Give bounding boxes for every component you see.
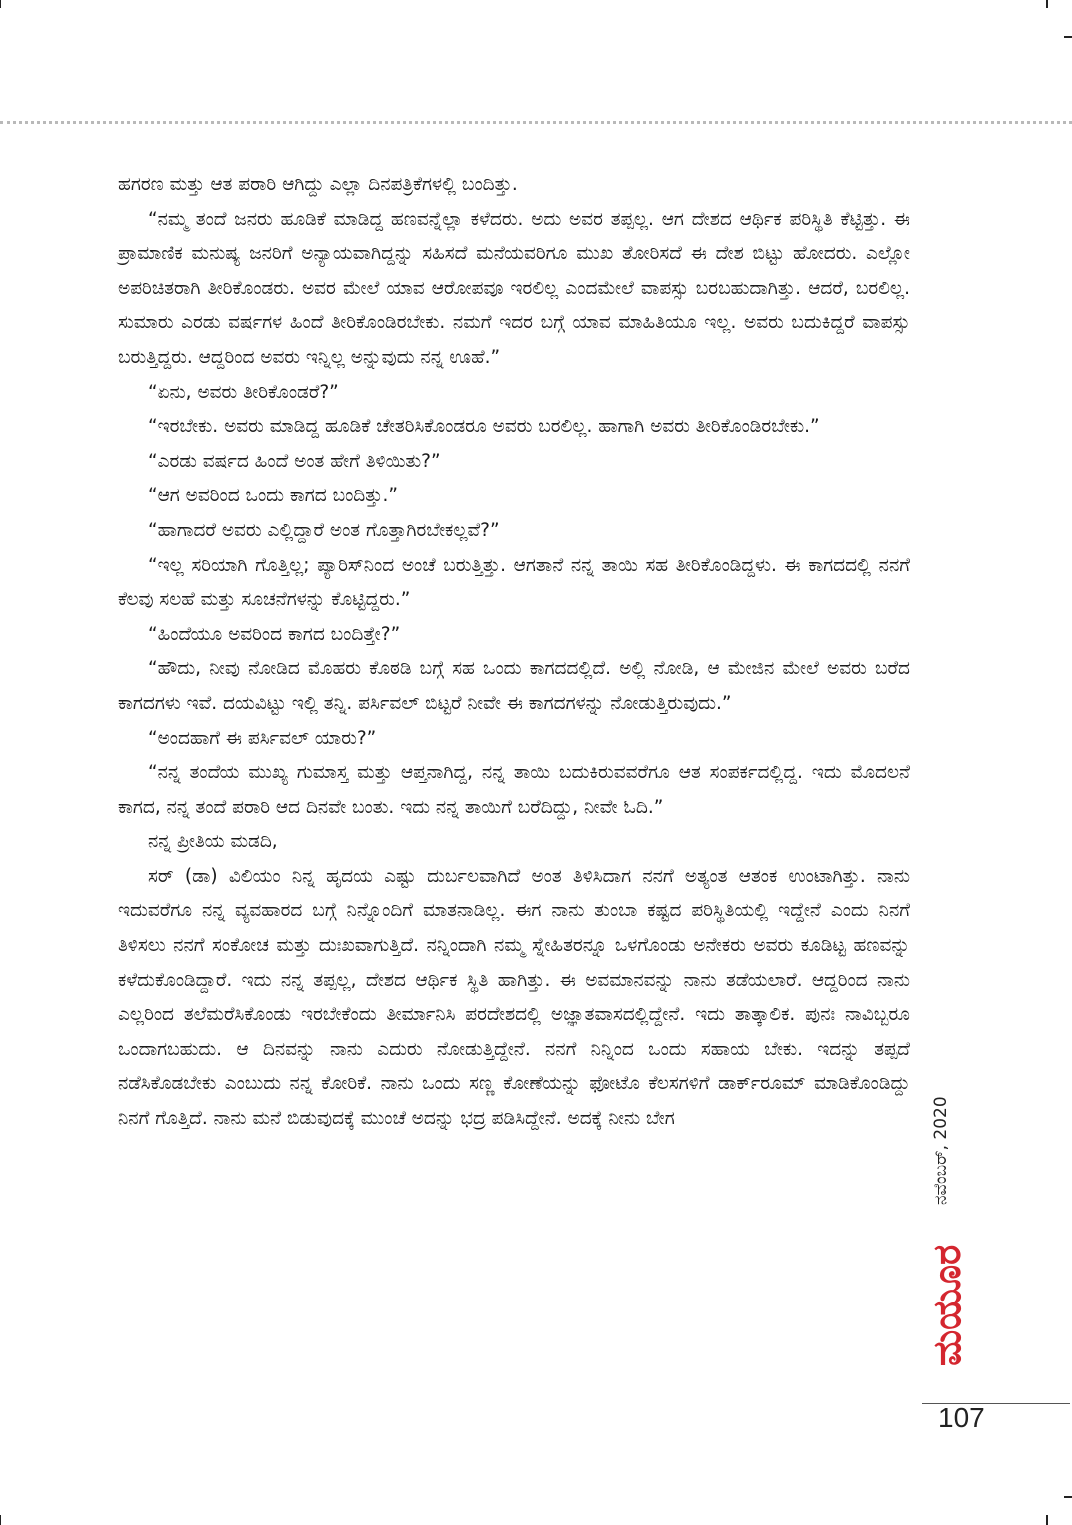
- header-dotted-rule: [0, 121, 1072, 124]
- paragraph: “ನಮ್ಮ ತಂದೆ ಜನರು ಹೂಡಿಕೆ ಮಾಡಿದ್ದ ಹಣವನ್ನೆಲ್ಲಾ ಕಳೆದರು. ಅದು ಅವರ ತಪ್ಪಲ್ಲ. ಆಗ ದೇಶದ ಆರ್ಥಿಕ ಪರಿಸ್ಥಿತಿ ಕೆಟ್ಟಿತ್ತು. ಈ ಪ್ರಾಮಾಣಿಕ ಮನುಷ್ಯ ಜನರಿಗೆ ಅನ್ಯಾಯವಾಗಿದ್ದನ್ನು ಸಹಿಸದೆ ಮನೆಯವರಿಗೂ ಮುಖ ತೋರಿಸದೆ ಈ ದೇಶ ಬಿಟ್ಟು ಹೋದರು. ಎಲ್ಲೋ ಅಪರಿಚಿತರಾಗಿ ತೀರಿಕೊಂಡರು. ಅವರ ಮೇಲೆ ಯಾವ ಆರೋಪವೂ ಇರಲಿಲ್ಲ ಎಂದಮೇಲೆ ವಾಪಸ್ಸು ಬರಬಹುದಾಗಿತ್ತು. ಆದರೆ, ಬರಲಿಲ್ಲ. ಸುಮಾರು ಎರಡು ವರ್ಷಗಳ ಹಿಂದೆ ತೀರಿಕೊಂಡಿರಬೇಕು. ನಮಗೆ ಇದರ ಬಗ್ಗೆ ಯಾವ ಮಾಹಿತಿಯೂ ಇಲ್ಲ. ಅವರು ಬದುಕಿದ್ದರೆ ವಾಪಸ್ಸು ಬರುತ್ತಿದ್ದರು. ಆದ್ದರಿಂದ ಅವರು ಇನ್ನಿಲ್ಲ ಅನ್ನುವುದು ನನ್ನ ಊಹೆ.”: [118, 208, 910, 368]
- letter-body: ಸರ್ (ಡಾ) ವಿಲಿಯಂ ನಿನ್ನ ಹೃದಯ ಎಷ್ಟು ದುರ್ಬಲವಾಗಿದೆ ಅಂತ ತಿಳಿಸಿದಾಗ ನನಗೆ ಅತ್ಯಂತ ಆತಂಕ ಉಂಟಾಗಿತ್ತು. ನಾನು ಇದುವರೆಗೂ ನನ್ನ ವ್ಯವಹಾರದ ಬಗ್ಗೆ ನಿನ್ನೊಂದಿಗೆ ಮಾತನಾಡಿಲ್ಲ. ಈಗ ನಾನು ತುಂಬಾ ಕಷ್ಟದ ಪರಿಸ್ಥಿತಿಯಲ್ಲಿ ಇದ್ದೇನೆ ಎಂದು ನಿನಗೆ ತಿಳಿಸಲು ನನಗೆ ಸಂಕೋಚ ಮತ್ತು ದುಃಖವಾಗುತ್ತಿದೆ. ನನ್ನಿಂದಾಗಿ ನಮ್ಮ ಸ್ನೇಹಿತರನ್ನೂ ಒಳಗೊಂಡು ಅನೇಕರು ಅವರು ಕೂಡಿಟ್ಟ ಹಣವನ್ನು ಕಳೆದುಕೊಂಡಿದ್ದಾರೆ. ಇದು ನನ್ನ ತಪ್ಪಲ್ಲ, ದೇಶದ ಆರ್ಥಿಕ ಸ್ಥಿತಿ ಹಾಗಿತ್ತು. ಈ ಅವಮಾನವನ್ನು ನಾನು ತಡೆಯಲಾರೆ. ಆದ್ದರಿಂದ ನಾನು ಎಲ್ಲರಿಂದ ತಲೆಮರೆಸಿಕೊಂಡು ಇರಬೇಕೆಂದು ತೀರ್ಮಾನಿಸಿ ಪರದೇಶದಲ್ಲಿ ಅಜ್ಞಾತವಾಸದಲ್ಲಿದ್ದೇನೆ. ಇದು ತಾತ್ಕಾಲಿಕ. ಪುನಃ ನಾವಿಬ್ಬರೂ ಒಂದಾಗಬಹುದು. ಆ ದಿನವನ್ನು ನಾನು ಎದುರು ನೋಡುತ್ತಿದ್ದೇನೆ. ನನಗೆ ನಿನ್ನಿಂದ ಒಂದು ಸಹಾಯ ಬೇಕು. ಇದನ್ನು ತಪ್ಪದೆ ನಡೆಸಿಕೊಡಬೇಕು ಎಂಬುದು ನನ್ನ ಕೋರಿಕೆ. ನಾನು ಒಂದು ಸಣ್ಣ ಕೋಣೆಯನ್ನು ಫೋಟೊ ಕೆಲಸಗಳಿಗೆ ಡಾರ್ಕ್‌ರೂಮ್ ಮಾಡಿಕೊಂಡಿದ್ದು ನಿನಗೆ ಗೊತ್ತಿದೆ. ನಾನು ಮನೆ ಬಿಡುವುದಕ್ಕೆ ಮುಂಚೆ ಅದನ್ನು ಭದ್ರ ಪಡಿಸಿದ್ದೇನೆ. ಅದಕ್ಕೆ ನೀನು ಬೇಗ: [118, 865, 910, 1130]
- crop-mark-right-lower: [1064, 1496, 1072, 1498]
- paragraph: “ನನ್ನ ತಂದೆಯ ಮುಖ್ಯ ಗುಮಾಸ್ತ ಮತ್ತು ಆಪ್ತನಾಗಿದ್ದ, ನನ್ನ ತಾಯಿ ಬದುಕಿರುವವರೆಗೂ ಆತ ಸಂಪರ್ಕದಲ್ಲಿದ್ದ. ಇದು ಮೊದಲನೆ ಕಾಗದ, ನನ್ನ ತಂದೆ ಪರಾರಿ ಆದ ದಿನವೇ ಬಂತು. ಇದು ನನ್ನ ತಾಯಿಗೆ ಬರೆದಿದ್ದು, ನೀವೇ ಓದಿ.”: [118, 762, 910, 818]
- paragraph: “ಏನು, ಅವರು ತೀರಿಕೊಂಡರೆ?”: [148, 381, 339, 403]
- paragraph: “ಇಲ್ಲ ಸರಿಯಾಗಿ ಗೊತ್ತಿಲ್ಲ; ಪ್ಯಾರಿಸ್‌ನಿಂದ ಅಂಚೆ ಬರುತ್ತಿತ್ತು. ಆಗತಾನೆ ನನ್ನ ತಾಯಿ ಸಹ ತೀರಿಕೊಂಡಿದ್ದಳು. ಈ ಕಾಗದದಲ್ಲಿ ನನಗೆ ಕೆಲವು ಸಲಹೆ ಮತ್ತು ಸೂಚನೆಗಳನ್ನು ಕೊಟ್ಟಿದ್ದರು.”: [118, 554, 910, 611]
- magazine-logo: ಮಯೂರ: [925, 1244, 969, 1366]
- paragraph: ಹಗರಣ ಮತ್ತು ಆತ ಪರಾರಿ ಆಗಿದ್ದು ಎಲ್ಲಾ ದಿನಪತ್ರಿಕೆಗಳಲ್ಲಿ ಬಂದಿತ್ತು.: [118, 174, 518, 195]
- article-body: [118, 168, 910, 1137]
- paragraph: “ಹೌದು, ನೀವು ನೋಡಿದ ಮೊಹರು ಕೊಠಡಿ ಬಗ್ಗೆ ಸಹ ಒಂದು ಕಾಗದದಲ್ಲಿದೆ. ಅಲ್ಲಿ ನೋಡಿ, ಆ ಮೇಜಿನ ಮೇಲೆ ಅವರು ಬರೆದ ಕಾಗದಗಳು ಇವೆ. ದಯವಿಟ್ಟು ಇಲ್ಲಿ ತನ್ನಿ. ಪರ್ಸಿವಲ್ ಬಿಟ್ಟರೆ ನೀವೇ ಈ ಕಾಗದಗಳನ್ನು ನೋಡುತ್ತಿರುವುದು.”: [118, 658, 910, 714]
- crop-mark-bottom-right: [1046, 1515, 1048, 1525]
- magazine-sidebar: [925, 1065, 980, 1405]
- issue-date: ನವೆಂಬರ್, 2020: [931, 1096, 951, 1205]
- paragraph: “ಇರಬೇಕು. ಅವರು ಮಾಡಿದ್ದ ಹೂಡಿಕೆ ಚೇತರಿಸಿಕೊಂಡರೂ ಅವರು ಬರಲಿಲ್ಲ. ಹಾಗಾಗಿ ಅವರು ತೀರಿಕೊಂಡಿರಬೇಕು.”: [148, 416, 820, 438]
- paragraph: “ಅಂದಹಾಗೆ ಈ ಪರ್ಸಿವಲ್ ಯಾರು?”: [148, 727, 377, 749]
- crop-mark-top-right: [1046, 0, 1048, 8]
- paragraph: “ಹಿಂದೆಯೂ ಅವರಿಂದ ಕಾಗದ ಬಂದಿತ್ತೇ?”: [148, 623, 401, 645]
- letter-salutation: ನನ್ನ ಪ್ರೀತಿಯ ಮಡದಿ,: [148, 831, 278, 853]
- paragraph: “ಹಾಗಾದರೆ ಅವರು ಎಲ್ಲಿದ್ದಾರೆ ಅಂತ ಗೊತ್ತಾಗಿರಬೇಕಲ್ಲವೆ?”: [148, 519, 500, 541]
- page-number: 107: [938, 1402, 985, 1433]
- crop-mark-right-upper: [1064, 36, 1072, 38]
- crop-mark-bottom-left: [0, 1515, 1, 1525]
- paragraph: “ಎರಡು ವರ್ಷದ ಹಿಂದೆ ಅಂತ ಹೇಗೆ ತಿಳಿಯಿತು?”: [148, 450, 441, 472]
- paragraph: “ಆಗ ಅವರಿಂದ ಒಂದು ಕಾಗದ ಬಂದಿತ್ತು.”: [148, 485, 398, 507]
- crop-mark-top-left: [0, 0, 1, 8]
